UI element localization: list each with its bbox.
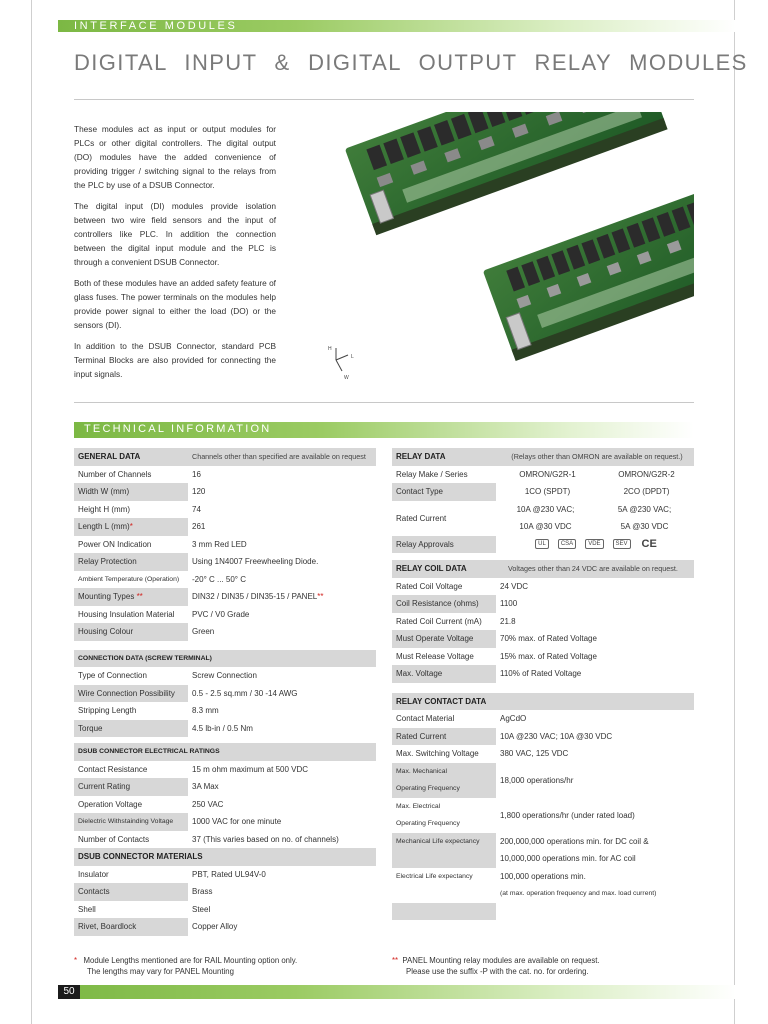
spec-row: [74, 796, 376, 814]
spec-label: Relay Protection: [74, 553, 188, 571]
spec-value: 8.3 mm: [192, 706, 219, 715]
relay-approvals-row: Relay Approvals UL CSA VDE SEV CE: [392, 536, 694, 554]
rated-current-g2r1-dc: 10A @30 VDC: [519, 522, 572, 531]
spec-row: [392, 710, 694, 728]
title-divider: [74, 99, 694, 100]
spec-row: [74, 501, 376, 519]
rated-current-g2r1-ac: 10A @230 VAC;: [516, 504, 575, 514]
spec-value: 24 VDC: [500, 581, 529, 591]
spec-label: Power ON Indication: [78, 539, 152, 549]
spec-row: [74, 536, 376, 554]
contact-type-row: Contact Type 1CO (SPDT) 2CO (DPDT): [392, 483, 694, 501]
spec-label: Contact Resistance: [78, 764, 148, 774]
spec-value: DIN32 / DIN35 / DIN35-15 / PANEL**: [192, 592, 324, 601]
spec-label: Rivet, Boardlock: [74, 918, 188, 936]
spec-value: 250 VAC: [192, 799, 224, 809]
section-label: INTERFACE MODULES: [74, 20, 238, 32]
spec-label: Shell: [78, 904, 96, 914]
spec-label: Contacts: [74, 883, 188, 901]
spec-label: Type of Connection: [78, 671, 147, 680]
spec-label: Length L (mm)*: [74, 518, 188, 536]
spec-label: Max. Switching Voltage: [396, 749, 479, 758]
spec-label: Stripping Length: [78, 706, 137, 715]
dsub-materials-header: DSUB CONNECTOR MATERIALS: [74, 848, 376, 866]
dimension-axes-icon: [336, 348, 348, 371]
spec-row: [74, 778, 376, 796]
spec-value: Brass: [192, 887, 213, 896]
spec-label: Contact Material: [396, 714, 455, 723]
spec-label: Must Operate Voltage: [392, 630, 496, 648]
spec-value: 70% max. of Rated Voltage: [500, 634, 597, 643]
spec-label: Wire Connection Possibility: [74, 685, 188, 703]
dsub-electrical-rows: [74, 761, 376, 849]
intro-paragraph: Both of these modules have an added safety feature of glass fuses. The power terminals on the modules help provide power signal to either the load (DO) or the sensors (DI).: [74, 278, 276, 330]
spec-row: [74, 918, 376, 936]
spec-label: Must Release Voltage: [396, 651, 474, 661]
spec-label: Max. Voltage: [392, 665, 496, 683]
spec-row: [392, 595, 694, 613]
rated-current-row: Rated Current 10A @230 VAC; 10A @30 VDC 5A @230 VAC; 5A @30 VDC: [392, 501, 694, 536]
spec-value: 16: [192, 469, 201, 479]
spec-value: Using 1N4007 Freewheeling Diode.: [192, 557, 319, 566]
spec-row: [74, 571, 376, 589]
rated-current-g2r2-dc: 5A @30 VDC: [620, 522, 669, 531]
spec-row: [74, 702, 376, 720]
spec-value: 1000 VAC for one minute: [192, 817, 282, 826]
intro-paragraph: In addition to the DSUB Connector, standard PCB Terminal Blocks are also provided for connecting the input signals.: [74, 341, 276, 379]
rated-current-g2r2-ac: 5A @230 VAC;: [617, 504, 672, 514]
spec-row: [74, 901, 376, 919]
elec-life-row: Electrical Life expectancy 100,000 operations min. (at max. operation frequency and max. load current): [396, 871, 657, 897]
page-title: DIGITAL INPUT & DIGITAL OUTPUT RELAY MODULES: [74, 50, 748, 75]
spec-label: Torque: [74, 720, 188, 738]
blank-row: [392, 903, 694, 921]
spec-label: Height H (mm): [78, 504, 131, 514]
spec-value: 1100: [500, 599, 518, 608]
footnote-left: * Module Lengths mentioned are for RAIL Mounting option only. The lengths may vary for PANEL Mounting: [74, 956, 298, 976]
spec-row: [392, 630, 694, 648]
spec-row: [74, 866, 376, 884]
spec-row: [392, 648, 694, 666]
relay-coil-header: RELAY COIL DATA Voltages other than 24 VDC are available on request.: [392, 560, 694, 578]
spec-value: 15% max. of Rated Voltage: [500, 651, 597, 661]
spec-value: 3 mm Red LED: [192, 539, 247, 549]
relay-module-front: [483, 189, 694, 361]
footnote-right: ** PANEL Mounting relay modules are available on request. Please use the suffix -P with the cat. no. for ordering.: [392, 956, 600, 976]
spec-label: Mounting Types **: [74, 588, 188, 606]
spec-row: [74, 667, 376, 685]
spec-row: [74, 623, 376, 641]
relay-data-header: RELAY DATA (Relays other than OMRON are available on request.): [392, 448, 694, 466]
csa-cert-icon: CSA: [558, 539, 576, 549]
spec-row: [74, 588, 376, 606]
spec-row: [74, 518, 376, 536]
intro-paragraph: The digital input (DI) modules provide isolation between two wire field sensors and the input of controllers like PLC. In addition the connection between the digital input module and the PLC is through a convenient DSUB Connector.: [74, 201, 276, 267]
spec-row: [74, 685, 376, 703]
technical-info-bar: [74, 422, 694, 438]
section-divider: [74, 402, 694, 403]
approval-marks: [496, 536, 694, 554]
relay-coil-rows: [392, 578, 694, 683]
spec-row: [74, 553, 376, 571]
spec-row: [392, 745, 694, 763]
spec-value: 3A Max: [192, 782, 219, 791]
relay-contact-rows: [392, 710, 694, 763]
spec-row: [74, 720, 376, 738]
spec-row: [74, 761, 376, 779]
spec-value: 15 m ohm maximum at 500 VDC: [192, 764, 309, 774]
spec-row: [392, 613, 694, 631]
elec-frequency-row: Max. Electrical Operating Frequency 1,800 operations/hr (under rated load): [396, 802, 635, 827]
spec-value: 120: [192, 487, 206, 496]
spec-label: Ambient Temperature (Operation): [78, 575, 180, 583]
connection-data-rows: [74, 667, 376, 737]
spec-value: Screw Connection: [192, 671, 257, 680]
spec-row: [74, 813, 376, 831]
intro-text: [74, 122, 276, 388]
mech-life-row: Mechanical Life expectancy 200,000,000 operations min. for DC coil & 10,000,000 operations min. for AC coil: [392, 833, 694, 868]
spec-value: Steel: [192, 904, 211, 914]
page-footer-bar: [58, 985, 736, 999]
spec-value: 21.8: [500, 616, 516, 626]
relay-module-photo: [300, 112, 694, 384]
right-spec-column: [392, 448, 694, 920]
relay-make-row: Relay Make / Series OMRON/G2R-1 OMRON/G2R-2: [396, 469, 675, 479]
dsub-materials-rows: [74, 866, 376, 936]
relay-module-back: [345, 112, 668, 235]
spec-label: Coil Resistance (ohms): [392, 595, 496, 613]
spec-label: Insulator: [78, 869, 109, 879]
spec-label: Dielectric Withstainding Voltage: [74, 813, 188, 831]
spec-value: 74: [192, 504, 201, 514]
axis-w-label: W: [344, 375, 349, 381]
spec-row: [392, 728, 694, 746]
spec-value: AgCdO: [500, 714, 527, 723]
intro-paragraph: These modules act as input or output modules for PLCs or other digital controllers. The digital output (DO) modules have the added convenience of providing trigger / switching signal to the relays from the PLC by use of a DSUB Connector.: [74, 124, 276, 190]
page-number: 50: [58, 985, 80, 999]
general-data-rows: [74, 466, 376, 641]
spec-value: -20° C ... 50° C: [192, 574, 246, 584]
spec-label: Rated Current: [392, 728, 496, 746]
spec-label: Rated Coil Current (mA): [396, 616, 482, 626]
sev-cert-icon: SEV: [613, 539, 631, 549]
spec-row: [392, 578, 694, 596]
spec-value: 37 (This varies based on no. of channels): [192, 834, 339, 844]
spec-label: Number of Channels: [78, 469, 152, 479]
spec-label: Housing Colour: [74, 623, 188, 641]
vde-cert-icon: VDE: [585, 539, 603, 549]
section-header-bar: [58, 20, 736, 32]
left-spec-column: [74, 448, 376, 936]
spec-value: Copper Alloy: [192, 922, 238, 931]
mech-frequency-row: Max. Mechanical Operating Frequency 18,000 operations/hr: [392, 763, 694, 798]
spec-value: Green: [192, 627, 215, 636]
axis-h-label: H: [328, 346, 332, 352]
axis-l-label: L: [351, 354, 354, 360]
spec-label: Current Rating: [74, 778, 188, 796]
spec-row: [74, 831, 376, 849]
spec-value: 4.5 lb-in / 0.5 Nm: [192, 723, 253, 733]
spec-row: [74, 606, 376, 624]
spec-value: 380 VAC, 125 VDC: [500, 749, 569, 758]
spec-row: [392, 665, 694, 683]
spec-value: 110% of Rated Voltage: [500, 669, 582, 678]
spec-label: Operation Voltage: [78, 799, 143, 809]
ce-mark-icon: CE: [641, 538, 657, 551]
dsub-electrical-header: DSUB CONNECTOR ELECTRICAL RATINGS: [74, 743, 376, 761]
spec-label: Housing Insulation Material: [78, 609, 175, 619]
spec-value: 0.5 - 2.5 sq.mm / 30 -14 AWG: [192, 688, 298, 698]
relay-contact-header: RELAY CONTACT DATA: [392, 693, 694, 711]
technical-info-label: TECHNICAL INFORMATION: [84, 423, 272, 435]
spec-value: PBT, Rated UL94V-0: [192, 869, 266, 879]
spec-value: 10A @230 VAC; 10A @30 VDC: [500, 731, 613, 741]
general-data-header: GENERAL DATA Channels other than specified are available on request: [74, 448, 376, 466]
spec-row: [74, 883, 376, 901]
spec-row: [74, 466, 376, 484]
spec-value: 261: [192, 522, 206, 531]
spec-row: [74, 483, 376, 501]
spec-value: PVC / V0 Grade: [192, 609, 250, 619]
spec-label: Number of Contacts: [78, 834, 150, 844]
spec-label: Width W (mm): [74, 483, 188, 501]
ul-cert-icon: UL: [535, 539, 549, 549]
spec-label: Rated Coil Voltage: [396, 581, 463, 591]
connection-data-header: CONNECTION DATA (SCREW TERMINAL): [74, 650, 376, 668]
